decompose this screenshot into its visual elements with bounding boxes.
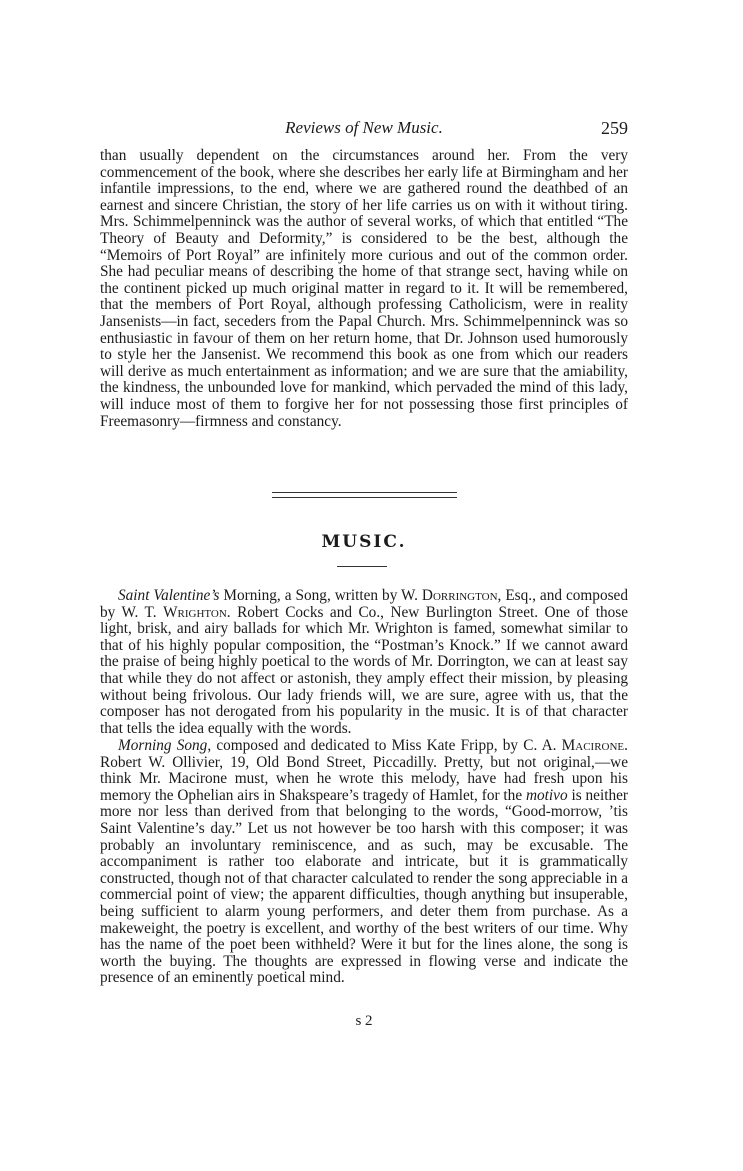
review-text-part: , Esq., and composed by W. T. bbox=[100, 587, 628, 621]
review-text-part: Morning, a Song, written by W. bbox=[219, 587, 422, 604]
work-title-saint-valentine: Saint Valentine’s bbox=[118, 587, 220, 604]
review-morning-song-paragraph bbox=[100, 738, 628, 987]
page-number: 259 bbox=[601, 118, 628, 138]
page-header bbox=[100, 118, 628, 144]
running-head: Reviews of New Music. bbox=[285, 118, 443, 137]
review-text-part: , composed and dedicated to Miss Kate Fripp, by C. A. bbox=[207, 737, 562, 754]
review-morning-song-text bbox=[100, 738, 628, 987]
review-text-part: . Robert W. Ollivier, 19, Old Bond Street, Piccadilly. Pretty, but not original,—we think Mr. Macirone must, when he wrote this melody, have had fresh upon his memory the Ophelian airs in Shakspeare’s tragedy of Hamlet, for the bbox=[100, 737, 628, 804]
author-name: Dorrington bbox=[421, 587, 498, 604]
review-saint-valentine-paragraph bbox=[100, 588, 628, 737]
composer-name: Wrighton bbox=[163, 603, 227, 621]
motivo-term: motivo bbox=[525, 786, 568, 804]
review-saint-valentine-text bbox=[100, 588, 628, 737]
title-underline-rule bbox=[337, 566, 387, 567]
composer-name: Macirone bbox=[561, 737, 625, 754]
section-divider-double-rule bbox=[272, 492, 457, 498]
review-continued-paragraph bbox=[100, 148, 628, 430]
review-continued-text: than usually dependent on the circumstances around her. From the very commencement of the book, where she describes her early life at Birmingham and her infantile impressions, to the end, where we are gathered round the deathbed of an earnest and sincere Christian, the story of her life carries us on with it without tiring. Mrs. Schimmelpenninck was the author of several works, of which that entitled “The Theory of Beauty and Deformity,” is considered to be the best, although the “Memoirs of Port Royal” are infinitely more curious and out of the common order. She had peculiar means of describing the home of that strange sect, having while on the continent picked up much original matter in regard to it. It will be remembered, that the members of Port Royal, although professing Catholicism, were in reality Jansenists—in fact, seceders from the Papal Church. Mrs. Schimmelpenninck was so enthusiastic in favour of them on her return home, that Dr. Johnson used humorously to style her the Jansenist. We recommend this book as one from which our readers will derive as much entertainment as information; and we are sure that the amiability, the kindness, the unbounded love for mankind, which pervaded the mind of this lady, will induce most of them to forgive her for not possessing those first principles of Freemasonry—firmness and constancy. bbox=[100, 147, 628, 430]
work-title-morning-song: Morning Song bbox=[118, 737, 208, 754]
review-text-part: . Robert Cocks and Co., New Burlington Street. One of those light, brisk, and airy ballads for which Mr. Wrighton is famed, somewhat similar to that of his highly popular composition, the “Postman’s Knock.” If we cannot award the praise of being highly poetical to the words of Mr. Dorrington, we can at least say that while they do not affect or astonish, they amply effect their mission, by pleasing without being frivolous. Our lady friends will, we are sure, agree with us, that the composer has not derogated from his popularity in the music. It is of that character that tells the idea equally with the words. bbox=[100, 603, 628, 737]
signature-mark: s 2 bbox=[355, 1013, 373, 1029]
review-text-part: is neither more nor less than derived from that belonging to the words, “Good-morrow, ’tis Saint Valentine’s day.” Let us not however be too harsh with this composer; it was probably an involuntary reminiscence, and as such, may be excusable. The accompaniment is rather too elaborate and intricate, but it is grammatically constructed, though not of that character calculated to render the song appreciable in a commercial point of view; the apparent difficulties, though anything but insuperable, being sufficient to alarm young performers, and deter them from purchase. As a makeweight, the poetry is excellent, and worthy of the best writers of our time. Why has the name of the poet been withheld? Were it but for the lines alone, the song is worth the buying. The thoughts are expressed in flowing verse and indicate the presence of an eminently poetical mind. bbox=[100, 786, 628, 987]
section-title: MUSIC. bbox=[321, 532, 407, 552]
